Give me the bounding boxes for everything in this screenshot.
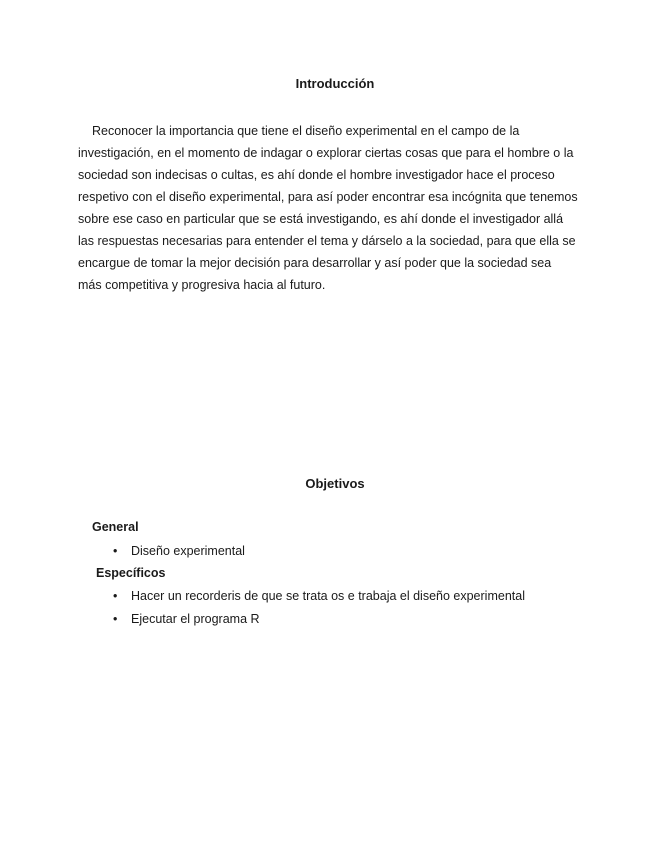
bullet-icon: • — [113, 612, 118, 626]
objetivos-heading: Objetivos — [305, 476, 365, 491]
list-item — [0, 543, 245, 559]
list-item-text: Hacer un recorderis de que se trata os e trabaja el diseño experimental — [131, 589, 525, 603]
list-item-text: Diseño experimental — [131, 544, 245, 558]
especificos-list — [0, 588, 525, 634]
introduccion-paragraph: Reconocer la importancia que tiene el diseño experimental en el campo de la investigación, en el momento de indagar o explorar ciertas cosas que para el hombre o la sociedad son indecisas o cultas, es ahí donde el hombre investigador hace el proceso respetivo con el diseño experimental, para así poder encontrar esa incógnita que tenemos sobre ese caso en particular que se está investigando, es ahí donde el investigador allá las respuestas necesarias para entender el tema y dárselo a la sociedad, para que ella se encargue de tomar la mejor decisión para desarrollar y así poder que la sociedad sea más competitiva y progresiva hacia al futuro. — [78, 124, 578, 292]
introduccion-heading: Introducción — [295, 76, 375, 91]
list-item — [0, 611, 525, 627]
list-item — [0, 588, 525, 604]
general-label: General — [92, 520, 139, 534]
general-list — [0, 543, 245, 566]
especificos-label: Específicos — [96, 566, 166, 580]
bullet-icon: • — [113, 544, 118, 558]
list-item-text: Ejecutar el programa R — [131, 612, 260, 626]
bullet-icon: • — [113, 589, 118, 603]
